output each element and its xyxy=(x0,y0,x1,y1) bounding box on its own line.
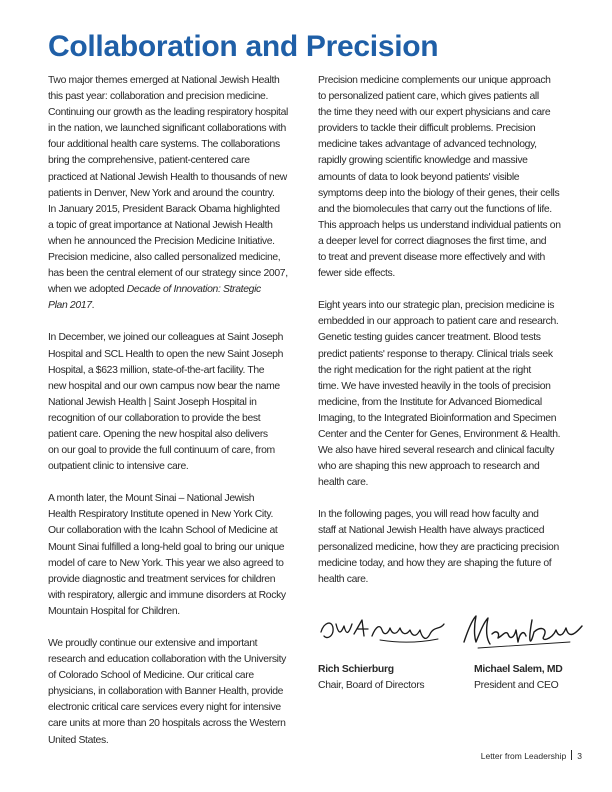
text-line: research and education collaboration with the University xyxy=(48,654,287,666)
page-title: Collaboration and Precision xyxy=(48,30,439,63)
footer-section-label: Letter from Leadership xyxy=(480,751,567,761)
text-line: medicine, from the Institute for Advanced Biomedical xyxy=(318,396,542,408)
text-line: when he announced the Precision Medicine Initiative. xyxy=(48,235,275,247)
paragraph-following-pages xyxy=(318,507,576,587)
text-line: electronic critical care services every night for intensive xyxy=(48,702,281,714)
page-footer xyxy=(481,750,582,761)
footer-divider xyxy=(571,750,572,760)
text-line: of Colorado School of Medicine. Our critical care xyxy=(48,670,254,682)
text-line: Mountain Hospital for Children. xyxy=(48,605,180,617)
text-line xyxy=(48,282,306,298)
signer-name: Michael Salem, MD xyxy=(474,664,563,675)
text-line: symptoms deep into the biology of their genes, their cells xyxy=(318,187,560,199)
paragraph-precision-medicine xyxy=(318,73,576,282)
text-line: with respiratory, allergic and immune disorders at Rocky xyxy=(48,589,286,601)
text-line: We proudly continue our extensive and important xyxy=(48,638,258,649)
text-line: embedded in our approach to patient care and research. xyxy=(318,316,559,328)
text-line: to treat and prevent disease more effectively and with xyxy=(318,252,545,264)
text-line: providers to tackle their difficult problems. Precision xyxy=(318,123,536,135)
text-line: this past year: collaboration and precision medicine. xyxy=(48,91,268,103)
text-line xyxy=(48,298,306,314)
signature-michael-salem-icon xyxy=(458,612,588,652)
text-line: who are shaping this new approach to research and xyxy=(318,461,540,473)
text-line: Hospital, a $623 million, state-of-the-art facility. The xyxy=(48,364,265,376)
text-line: In the following pages, you will read how faculty and xyxy=(318,509,539,521)
text-line: rapidly growing scientific knowledge and massive xyxy=(318,155,528,167)
text-line: Center and the Center for Genes, Environment & Health. xyxy=(318,428,561,440)
text-line: provide diagnostic and treatment services for children xyxy=(48,573,276,585)
text-line: a deeper level for correct diagnoses the first time, and xyxy=(318,235,547,247)
text-line: time. We have invested heavily in the tools of precision xyxy=(318,380,551,392)
text-line: the time they need with our expert physicians and care xyxy=(318,107,551,119)
right-column xyxy=(318,73,576,588)
text-line: Our collaboration with the Icahn School of Medicine at xyxy=(48,525,278,537)
signature-rich-schierburg-icon xyxy=(318,612,448,650)
text-line: Eight years into our strategic plan, precision medicine is xyxy=(318,300,555,312)
text-line: fewer side effects. xyxy=(318,268,395,280)
text-line: the right medication for the right patient at the right xyxy=(318,364,531,376)
text-line: health care. xyxy=(318,477,369,489)
text-line: personalized medicine, how they are practicing precision xyxy=(318,541,559,553)
text-line: medicine takes advantage of advanced technology, xyxy=(318,139,537,151)
signer-michael-salem xyxy=(474,662,562,694)
text-line: Precision medicine, also called personalized medicine, xyxy=(48,252,281,264)
text-line: on our goal to provide the full continuum of care, from xyxy=(48,445,275,457)
text-run: when we adopted xyxy=(48,284,127,296)
text-line: and the biomolecules that carry out the functions of life. xyxy=(318,203,552,215)
text-line: Health Respiratory Institute opened in New York City. xyxy=(48,509,273,521)
paragraph-strategic-plan xyxy=(318,298,576,491)
left-column xyxy=(48,73,306,749)
text-line: to personalized patient care, which gives patients all xyxy=(318,91,539,103)
text-line: bring the comprehensive, patient-centered care xyxy=(48,155,250,167)
text-line: medicine today, and how they are shaping the future of xyxy=(318,557,552,569)
text-line: Imaging, to the Integrated Bioinformation and Specimen xyxy=(318,412,557,424)
text-line: We also have hired several research and clinical faculty xyxy=(318,445,555,457)
text-line: Precision medicine complements our unique approach xyxy=(318,75,551,86)
strategic-plan-title-cont: Plan 2017 xyxy=(48,300,92,312)
text-line: outpatient clinic to intensive care. xyxy=(48,461,189,473)
paragraph-saint-joseph xyxy=(48,330,306,475)
text-line: amounts of data to look beyond patients' visible xyxy=(318,171,520,183)
text-line: Continuing our growth as the leading respiratory hospital xyxy=(48,107,288,119)
text-line: Hospital and SCL Health to open the new Saint Joseph xyxy=(48,348,283,360)
text-line: new hospital and our own campus now bear the name xyxy=(48,380,280,392)
text-line: Two major themes emerged at National Jewish Health xyxy=(48,75,280,86)
signature-block xyxy=(318,612,588,702)
paragraph-mount-sinai xyxy=(48,491,306,620)
text-run: . xyxy=(91,300,95,312)
text-line: United States. xyxy=(48,734,109,746)
text-line: Genetic testing guides cancer treatment. Blood tests xyxy=(318,332,541,344)
text-line: In January 2015, President Barack Obama highlighted xyxy=(48,203,280,215)
text-line: physicians, in collaboration with Banner Health, provide xyxy=(48,686,284,698)
signer-name: Rich Schierburg xyxy=(318,664,394,675)
text-line: staff at National Jewish Health have always practiced xyxy=(318,525,545,537)
signer-rich-schierburg xyxy=(318,662,424,694)
text-line: four additional health care systems. The collaborations xyxy=(48,139,280,151)
signer-role: President and CEO xyxy=(474,680,559,691)
paragraph-themes xyxy=(48,73,306,314)
page-number: 3 xyxy=(577,751,582,761)
text-line: predict patients' response to therapy. Clinical trials seek xyxy=(318,348,553,360)
text-line: This approach helps us understand individual patients on xyxy=(318,219,561,231)
text-line: care units at more than 20 hospitals across the Western xyxy=(48,718,286,730)
text-line: A month later, the Mount Sinai – National Jewish xyxy=(48,493,255,505)
text-line: practiced at National Jewish Health to thousands of new xyxy=(48,171,287,183)
strategic-plan-title: Decade of Innovation: Strategic xyxy=(126,284,261,296)
text-line: health care. xyxy=(318,573,369,585)
text-line: Mount Sinai fulfilled a long-held goal to bring our unique xyxy=(48,541,285,553)
text-line: model of care to New York. This year we also agreed to xyxy=(48,557,284,569)
text-line: in the nation, we launched significant collaborations with xyxy=(48,123,286,135)
text-line: a topic of great importance at National Jewish Health xyxy=(48,219,273,231)
text-line: In December, we joined our colleagues at Saint Joseph xyxy=(48,332,284,344)
text-line: recognition of our collaboration to provide the best xyxy=(48,412,261,424)
text-line: patient care. Opening the new hospital also delivers xyxy=(48,428,268,440)
signer-role: Chair, Board of Directors xyxy=(318,680,425,691)
text-line: patients in Denver, New York and around the country. xyxy=(48,187,275,199)
paragraph-university-colorado xyxy=(48,636,306,749)
text-line: has been the central element of our strategy since 2007, xyxy=(48,268,288,280)
text-line: National Jewish Health | Saint Joseph Hospital in xyxy=(48,396,257,408)
